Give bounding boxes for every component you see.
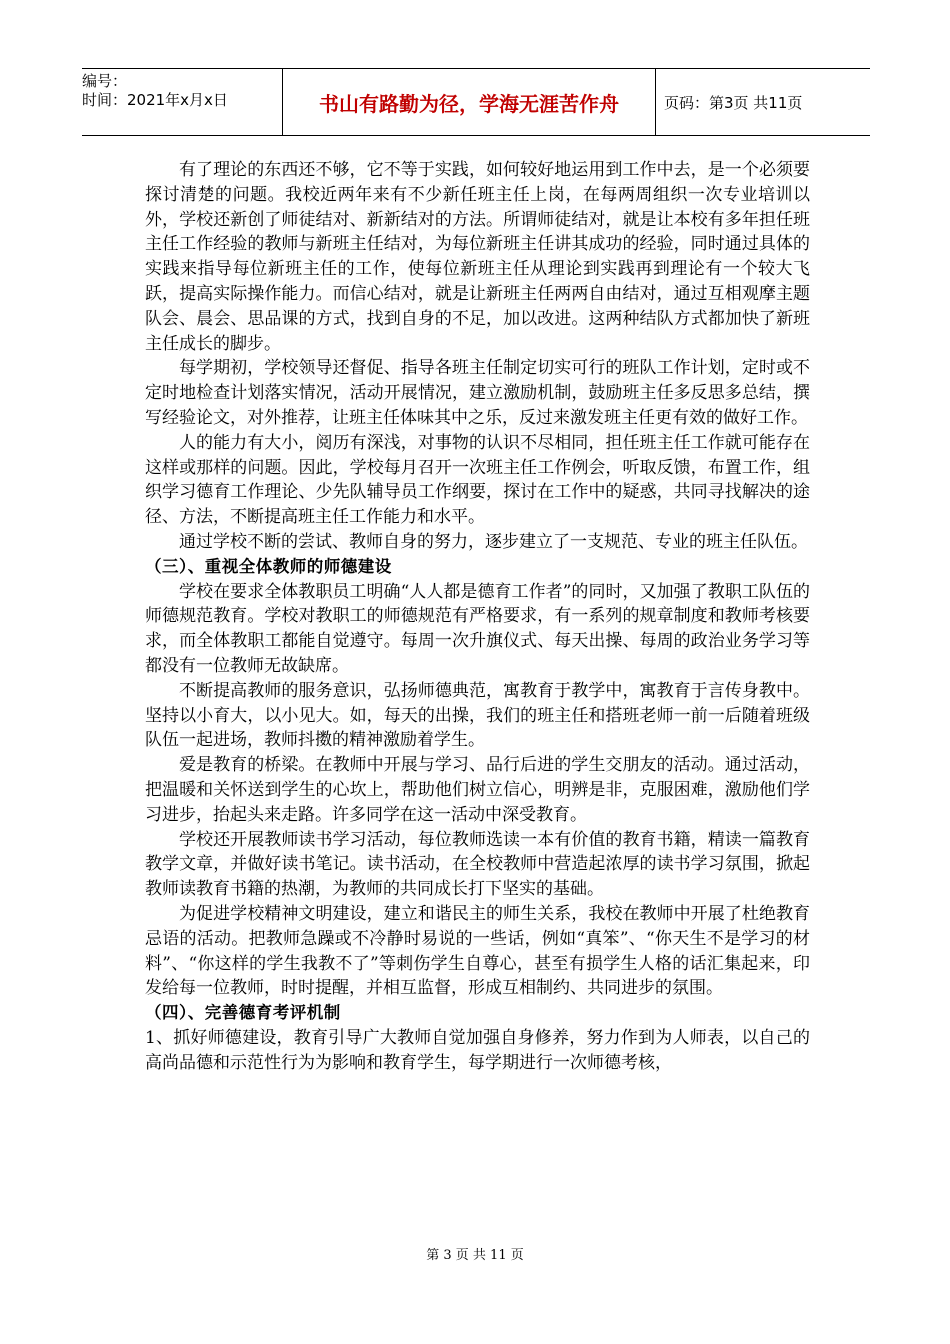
document-number-label: 编号：: [82, 72, 128, 90]
document-time-label: 时间：2021年x月x日: [82, 91, 228, 109]
document-body: [145, 158, 810, 1075]
paragraph-monthly-meeting: 人的能力有大小，阅历有深浅，对事物的认识不尽相同，担任班主任工作就可能存在这样或那样的问题。因此，学校每月召开一次班主任工作例会，听取反馈，布置工作，组织学习德育工作理论、少先队辅导员工作纲要，探讨在工作中的疑惑，共同寻找解决的途径、方法，不断提高班主任工作能力和水平。: [145, 432, 810, 528]
section-heading-3: （三）、重视全体教师的师德建设: [145, 556, 392, 576]
paragraph-ethics-norms: 学校在要求全体教职员工明确“人人都是德育工作者”的同时，又加强了教职工队伍的师德规范教育。学校对教职工的师德规范有严格要求，有一系列的规章制度和教师考核要求，而全体教职工都能自觉遵守。每周一次升旗仪式、每天出操、每周的政治业务学习等都没有一位教师无故缺席。: [145, 581, 810, 676]
section-heading-4: （四）、完善德育考评机制: [145, 1003, 341, 1023]
header-page-info: 页码：第3页 共11页: [664, 93, 803, 112]
paragraph-taboo-words: 为促进学校精神文明建设，建立和谐民主的师生关系，我校在教师中开展了杜绝教育忌语的活动。把教师急躁或不冷静时易说的一些话，例如“真笨”、“你天生不是学习的材料”、“你这样的学生我教不了”等刺伤学生自尊心，甚至有损学生人格的话汇集起来，印发给每一位教师，时时提醒，并相互监督，形成互相制约、共同进步的氛围。: [145, 903, 810, 999]
paragraph-service-awareness: 不断提高教师的服务意识，弘扬师德典范，寓教育于教学中，寓教育于言传身教中。坚持以小育大，以小见大。如，每天的出操，我们的班主任和搭班老师一前一后随着班级队伍一起进场，教师抖擞的精神激励着学生。: [145, 680, 810, 751]
paragraph-team-summary: 通过学校不断的尝试、教师自身的努力，逐步建立了一支规范、专业的班主任队伍。: [179, 531, 808, 552]
paragraph-love-bridge: 爱是教育的桥梁。在教师中开展与学习、品行后进的学生交朋友的活动。通过活动，把温暖和关怀送到学生的心坎上，帮助他们树立信心，明辨是非，克服困难，激励他们学习进步，抬起头来走路。许多同学在这一活动中深受教育。: [145, 755, 810, 825]
paragraph-item-1: 1、抓好师德建设，教育引导广大教师自觉加强自身修养，努力作到为人师表，以自己的高尚品德和示范性行为为影响和教育学生，每学期进行一次师德考核，: [145, 1027, 810, 1073]
paragraph-reading: 学校还开展教师读书学习活动，每位教师选读一本有价值的教育书籍，精读一篇教育教学文章，并做好读书笔记。读书活动，在全校教师中营造起浓厚的读书学习氛围，掀起教师读教育书籍的热潮，为教师的共同成长打下坚实的基础。: [145, 829, 810, 900]
header-motto: 书山有路勤为径，学海无涯苦作舟: [282, 69, 656, 135]
paragraph-work-plan: 每学期初，学校领导还督促、指导各班主任制定切实可行的班队工作计划，定时或不定时地检查计划落实情况，活动开展情况，建立激励机制，鼓励班主任多反思多总结，撰写经验论文，对外推荐，让班主任体味其中之乐，反过来激发班主任更有效的做好工作。: [145, 358, 810, 428]
header-left-cell: [82, 69, 282, 135]
paragraph-mentoring: 有了理论的东西还不够，它不等于实践，如何较好地运用到工作中去，是一个必须要探讨清楚的问题。我校近两年来有不少新任班主任上岗，在每两周组织一次专业培训以外，学校还新创了师徒结对、新新结对的方法。所谓师徒结对，就是让本校有多年担任班主任工作经验的教师与新班主任结对，为每位新班主任讲其成功的经验，同时通过具体的实践来指导每位新班主任的工作，使每位新班主任从理论到实践再到理论有一个较大飞跃，提高实际操作能力。而信心结对，就是让新班主任两两自由结对，通过互相观摩主题队会、晨会、思品课的方式，找到自身的不足，加以改进。这两种结队方式都加快了新班主任成长的脚步。: [145, 160, 810, 354]
page-footer: 第 3 页 共 11 页: [426, 1248, 524, 1263]
page-header: [82, 68, 870, 136]
